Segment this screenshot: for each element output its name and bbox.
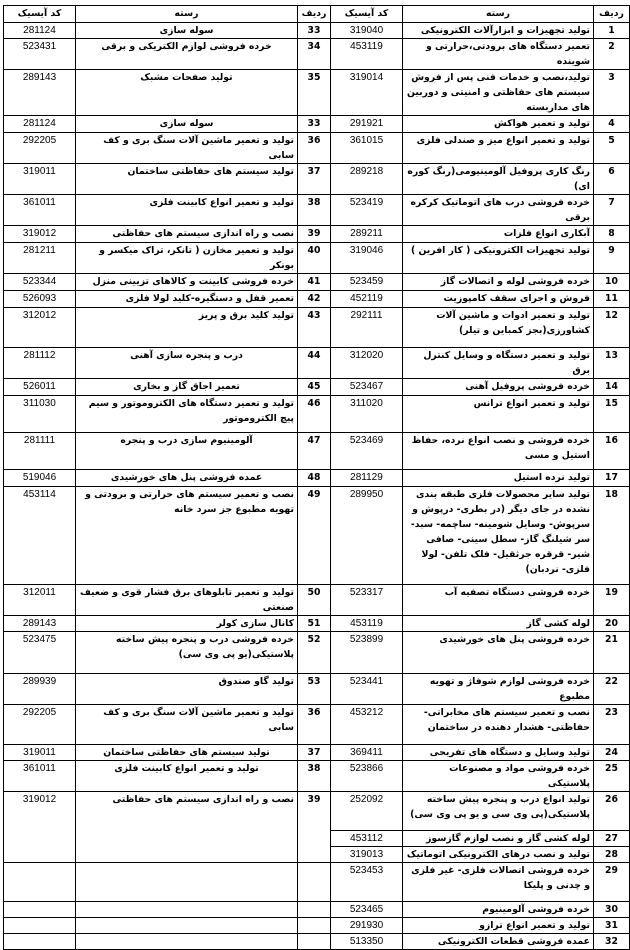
row-code-cell: 526093 (4, 291, 76, 308)
table-row (4, 761, 630, 792)
row-number-cell: 52 (298, 632, 331, 674)
row-number-cell: 38 (298, 195, 331, 226)
row-code-cell: 361011 (4, 195, 76, 226)
row-number-cell: 2 (594, 39, 630, 70)
table-row (4, 164, 630, 195)
row-number-cell: 33 (298, 23, 331, 39)
row-category-cell: خرده فروشی اتصالات فلزی- غیر فلزی و چدنی و پلیکا (403, 863, 594, 902)
row-code-cell: 453212 (331, 705, 403, 745)
row-category-cell: خرده فروشی درب و پنجره پیش ساخته پلاستیکی(یو پی وی سی) (76, 632, 298, 674)
row-category-cell: تولید و تعمیر انواع کابینت فلزی (76, 195, 298, 226)
row-category-cell: نصب و تعمیر سیستم های حرارتی و برودتی و تهویه مطبوع جز سرد خانه (76, 487, 298, 585)
row-code-cell: 312011 (4, 585, 76, 616)
row-category-cell: تولید و تعمیر انواع کابینت فلزی (76, 761, 298, 792)
table-row (4, 379, 630, 396)
row-code-cell: 523899 (331, 632, 403, 674)
row-code-cell: 289218 (331, 164, 403, 195)
row-category-cell: درب و پنجره سازی آهنی (76, 348, 298, 379)
row-number-cell: 40 (298, 243, 331, 274)
row-code-cell: 453114 (4, 487, 76, 585)
row-number-cell: 27 (594, 831, 630, 847)
row-number-cell: 7 (594, 195, 630, 226)
row-number-cell: 15 (594, 396, 630, 433)
row-number-cell: 36 (298, 133, 331, 164)
table-row (4, 308, 630, 348)
row-code-cell: 369411 (331, 745, 403, 761)
row-code-cell: 289143 (4, 70, 76, 116)
row-code-cell: 519046 (4, 470, 76, 487)
row-number-cell: 23 (594, 705, 630, 745)
row-code-cell: 312020 (331, 348, 403, 379)
table-row (4, 243, 630, 274)
row-number-cell: 4 (594, 116, 630, 133)
row-number-cell: 17 (594, 470, 630, 487)
row-category-cell: تولید سیستم های حفاظتی ساختمان (76, 164, 298, 195)
row-number-cell: 8 (594, 226, 630, 243)
table-row (4, 23, 630, 39)
row-category-cell: تولید و تعمیر انواع ترازو (403, 918, 594, 934)
row-code-cell: 292205 (4, 705, 76, 745)
row-code-cell: 513350 (331, 934, 403, 950)
table-row (4, 705, 630, 745)
row-category-cell: تولید تجهیزات و ابزارآلات الکترونیکی (403, 23, 594, 39)
row-number-cell: 10 (594, 274, 630, 291)
row-code-cell: 281124 (4, 116, 76, 133)
row-code-cell: 311030 (4, 396, 76, 433)
row-number-cell: 1 (594, 23, 630, 39)
table-row (4, 274, 630, 291)
row-number-cell: 37 (298, 164, 331, 195)
row-code-cell: 523431 (4, 39, 76, 70)
row-category-cell: تولید و تعمیر مخازن ( تانکر، تراک میکسر و بونکر (76, 243, 298, 274)
row-code-cell: 281124 (4, 23, 76, 39)
row-category-cell: تولید کلید برق و پریز (76, 308, 298, 348)
row-category-cell: خرده فروشی و نصب انواع نرده، حفاظ استیل و مسی (403, 433, 594, 470)
row-code-cell: 291921 (331, 116, 403, 133)
row-category-cell: خرده فروشی لوازم شوفاژ و تهویه مطبوع (403, 674, 594, 705)
row-category-cell: خرده فروشی لوازم الکتریکی و برقی (76, 39, 298, 70)
row-code-cell: 523419 (331, 195, 403, 226)
row-code-cell: 523469 (331, 433, 403, 470)
row-code-cell: 319012 (4, 792, 76, 863)
row-number-cell: 29 (594, 863, 630, 902)
row-number-cell: 53 (298, 674, 331, 705)
table-row (4, 39, 630, 70)
table-row (4, 632, 630, 674)
row-category-cell (76, 934, 298, 950)
row-number-cell: 9 (594, 243, 630, 274)
header-code-right: کد آیسیک (4, 6, 76, 23)
row-category-cell: تولید صفحات مشبک (76, 70, 298, 116)
row-number-cell: 41 (298, 274, 331, 291)
row-category-cell: عمده فروشی پنل های خورشیدی (76, 470, 298, 487)
guild-category-table (3, 5, 630, 950)
row-code-cell (4, 934, 76, 950)
header-code-left: کد آیسیک (331, 6, 403, 23)
row-number-cell: 6 (594, 164, 630, 195)
table-row (4, 585, 630, 616)
row-code-cell: 319011 (4, 164, 76, 195)
row-category-cell: تولید و تعمیر انواع میز و صندلی فلزی (403, 133, 594, 164)
table-row (4, 116, 630, 133)
table-row (4, 470, 630, 487)
table-row (4, 792, 630, 831)
row-category-cell: فروش و اجرای سقف کامپوزیت (403, 291, 594, 308)
row-number-cell: 36 (298, 705, 331, 745)
row-code-cell: 319046 (331, 243, 403, 274)
row-category-cell: رنگ کاری پروفیل آلومینیومی(رنگ کوره ای) (403, 164, 594, 195)
row-category-cell (76, 918, 298, 934)
row-number-cell: 47 (298, 433, 331, 470)
row-code-cell: 292205 (4, 133, 76, 164)
row-category-cell: لوله کشی گاز و نصب لوازم گازسوز (403, 831, 594, 847)
header-row-left: ردیف (594, 6, 630, 23)
row-number-cell: 46 (298, 396, 331, 433)
row-number-cell: 24 (594, 745, 630, 761)
row-code-cell: 526011 (4, 379, 76, 396)
row-number-cell: 16 (594, 433, 630, 470)
row-category-cell: تولید گاو صندوق (76, 674, 298, 705)
row-number-cell: 45 (298, 379, 331, 396)
row-category-cell: لوله کشی گاز (403, 616, 594, 632)
row-code-cell (4, 902, 76, 918)
row-category-cell: تعمیر دستگاه های برودتی،حرارتی و شوینده (403, 39, 594, 70)
row-category-cell: سوله سازی (76, 23, 298, 39)
row-number-cell: 50 (298, 585, 331, 616)
row-category-cell: عمده فروشی قطعات الکترونیکی (403, 934, 594, 950)
row-number-cell: 30 (594, 902, 630, 918)
row-category-cell: تولید و نصب درهای الکترونیکی اتوماتیک (403, 847, 594, 863)
table-row (4, 863, 630, 902)
row-category-cell: خرده فروشی پنل های خورشیدی (403, 632, 594, 674)
row-code-cell: 312012 (4, 308, 76, 348)
row-number-cell: 12 (594, 308, 630, 348)
row-code-cell: 453119 (331, 39, 403, 70)
row-code-cell: 291930 (331, 918, 403, 934)
row-code-cell: 523467 (331, 379, 403, 396)
table-row (4, 195, 630, 226)
row-number-cell (298, 918, 331, 934)
row-code-cell: 361015 (331, 133, 403, 164)
row-code-cell: 289950 (331, 487, 403, 585)
row-number-cell: 49 (298, 487, 331, 585)
table-row (4, 291, 630, 308)
row-category-cell: آلومینیوم سازی درب و پنجره (76, 433, 298, 470)
table-header-row (4, 6, 630, 23)
row-code-cell: 361011 (4, 761, 76, 792)
row-code-cell: 453119 (331, 616, 403, 632)
row-number-cell: 26 (594, 792, 630, 831)
header-row-right: ردیف (298, 6, 331, 23)
row-category-cell: نصب و راه اندازی سیستم های حفاظتی (76, 226, 298, 243)
row-code-cell: 252092 (331, 792, 403, 831)
row-number-cell: 48 (298, 470, 331, 487)
row-category-cell: تولید و تعمیر ماشین آلات سنگ بری و کف سابی (76, 705, 298, 745)
table-row (4, 918, 630, 934)
row-code-cell: 523465 (331, 902, 403, 918)
row-number-cell: 22 (594, 674, 630, 705)
row-category-cell: تولید سیستم های حفاظتی ساختمان (76, 745, 298, 761)
row-category-cell: تولید و تعمیر دستگاه های الکتروموتور و سیم پیچ الکتروموتور (76, 396, 298, 433)
row-category-cell: تولید،نصب و خدمات فنی پس از فروش سیستم های حفاظتی و امنیتی و دوربین های مداربسته (403, 70, 594, 116)
row-code-cell: 292111 (331, 308, 403, 348)
table-row (4, 745, 630, 761)
row-category-cell: تولید نرده استیل (403, 470, 594, 487)
table-row (4, 674, 630, 705)
row-category-cell: خرده فروشی درب های اتوماتیک کرکره برقی (403, 195, 594, 226)
table-row (4, 616, 630, 632)
row-number-cell: 34 (298, 39, 331, 70)
row-category-cell: تولید انواع درب و پنجره پیش ساخته پلاستیکی(پی وی سی و یو پی وی سی) (403, 792, 594, 831)
row-category-cell: خرده فروشی دستگاه تصفیه آب (403, 585, 594, 616)
table-row (4, 348, 630, 379)
table-body (4, 23, 630, 950)
row-category-cell: آبکاری انواع فلزات (403, 226, 594, 243)
row-category-cell: تولید و تعمیر ادوات و ماشین آلات کشاورزی(بجز کمباین و تیلر) (403, 308, 594, 348)
row-code-cell: 311020 (331, 396, 403, 433)
table-row (4, 902, 630, 918)
row-number-cell: 44 (298, 348, 331, 379)
row-code-cell: 319040 (331, 23, 403, 39)
row-category-cell: نصب و تعمیر سیستم های مخابراتی- حفاظتی- هشدار دهنده در ساختمان (403, 705, 594, 745)
row-code-cell: 289211 (331, 226, 403, 243)
row-code-cell: 523459 (331, 274, 403, 291)
row-code-cell: 452119 (331, 291, 403, 308)
row-category-cell: تعمیر اجاق گاز و بخاری (76, 379, 298, 396)
row-category-cell: تولید و تعمیر ماشین آلات سنگ بری و کف سابی (76, 133, 298, 164)
row-category-cell: خرده فروشی مواد و مصنوعات پلاستیکی (403, 761, 594, 792)
row-code-cell: 523441 (331, 674, 403, 705)
row-code-cell: 523453 (331, 863, 403, 902)
row-code-cell: 523317 (331, 585, 403, 616)
row-number-cell: 38 (298, 761, 331, 792)
row-number-cell: 37 (298, 745, 331, 761)
row-code-cell: 289143 (4, 616, 76, 632)
row-number-cell: 28 (594, 847, 630, 863)
row-number-cell: 31 (594, 918, 630, 934)
row-number-cell: 13 (594, 348, 630, 379)
row-code-cell: 319012 (4, 226, 76, 243)
row-code-cell (4, 863, 76, 902)
row-number-cell: 43 (298, 308, 331, 348)
row-number-cell: 21 (594, 632, 630, 674)
row-code-cell: 523866 (331, 761, 403, 792)
table-row (4, 70, 630, 116)
header-category-right: رسته (76, 6, 298, 23)
table-row (4, 487, 630, 585)
row-number-cell (298, 934, 331, 950)
document-page (3, 5, 629, 950)
row-number-cell: 32 (594, 934, 630, 950)
row-category-cell: خرده فروشی لوله و اتصالات گاز (403, 274, 594, 291)
row-number-cell: 33 (298, 116, 331, 133)
row-code-cell: 319011 (4, 745, 76, 761)
row-code-cell: 289939 (4, 674, 76, 705)
row-category-cell: تولید و تعمیر هواکش (403, 116, 594, 133)
row-number-cell: 5 (594, 133, 630, 164)
row-number-cell (298, 863, 331, 902)
row-category-cell: کانال سازی کولر (76, 616, 298, 632)
row-number-cell: 25 (594, 761, 630, 792)
row-category-cell (76, 902, 298, 918)
row-code-cell: 281211 (4, 243, 76, 274)
row-number-cell: 18 (594, 487, 630, 585)
row-code-cell: 319014 (331, 70, 403, 116)
row-category-cell: تولید سایر محصولات فلزی طبقه بندی نشده در جای دیگر (در بطری- درپوش و سرپوش- وسایل شومینه- ساچمه- سبد- سر شیلنگ گاز- سطل سینی- صافی شیر- قرقره جرثقیل- فلک تلفن- لولا فلزی- نردبان) (403, 487, 594, 585)
table-row (4, 226, 630, 243)
row-number-cell: 42 (298, 291, 331, 308)
row-number-cell: 39 (298, 226, 331, 243)
row-number-cell: 14 (594, 379, 630, 396)
row-code-cell: 523475 (4, 632, 76, 674)
row-category-cell: تعمیر قفل و دستگیره-کلید لولا فلزی (76, 291, 298, 308)
row-code-cell: 453112 (331, 831, 403, 847)
row-category-cell: تولید تجهیزات الکترونیکی ( کار افرین ) (403, 243, 594, 274)
row-code-cell: 281112 (4, 348, 76, 379)
table-row (4, 433, 630, 470)
row-category-cell: تولید وسایل و دستگاه های تفریحی (403, 745, 594, 761)
row-number-cell: 51 (298, 616, 331, 632)
row-category-cell: خرده فروشی کابینت و کالاهای تزیینی منزل (76, 274, 298, 291)
row-category-cell: نصب و راه اندازی سیستم های حفاظتی (76, 792, 298, 863)
header-category-left: رسته (403, 6, 594, 23)
row-category-cell: تولید و تعمیر انواع ترانس (403, 396, 594, 433)
row-number-cell (298, 902, 331, 918)
row-code-cell: 281111 (4, 433, 76, 470)
row-code-cell (4, 918, 76, 934)
row-code-cell: 523344 (4, 274, 76, 291)
row-number-cell: 3 (594, 70, 630, 116)
row-number-cell: 19 (594, 585, 630, 616)
row-code-cell: 319013 (331, 847, 403, 863)
row-code-cell: 281129 (331, 470, 403, 487)
table-row (4, 396, 630, 433)
row-category-cell: سوله سازی (76, 116, 298, 133)
table-row (4, 133, 630, 164)
row-number-cell: 11 (594, 291, 630, 308)
row-number-cell: 39 (298, 792, 331, 863)
row-number-cell: 20 (594, 616, 630, 632)
row-category-cell: تولید و تعمیر تابلوهای برق فشار قوی و ضعیف صنعتی (76, 585, 298, 616)
row-category-cell (76, 863, 298, 902)
row-number-cell: 35 (298, 70, 331, 116)
table-row (4, 934, 630, 950)
row-category-cell: خرده فروشی آلومینیوم (403, 902, 594, 918)
row-category-cell: خرده فروشی پروفیل آهنی (403, 379, 594, 396)
row-category-cell: تولید و تعمیر دستگاه و وسایل کنترل برق (403, 348, 594, 379)
